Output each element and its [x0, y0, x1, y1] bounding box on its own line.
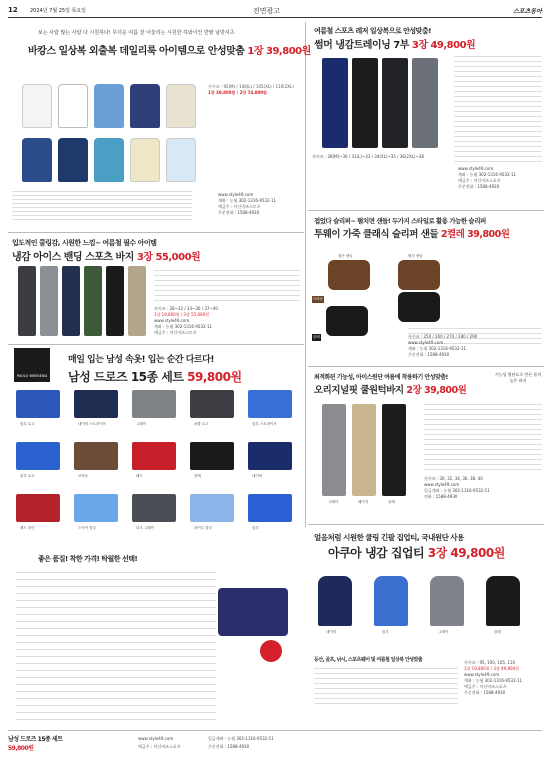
drawers-grid	[8, 390, 302, 550]
ad1-order: 주문전화 : 1588-4930	[218, 210, 260, 215]
shirt-product-image	[166, 84, 196, 128]
ad1-tagline: 보는 사람 많는 사람 다 시원하다! 무더운 여름 잘 어울리는 시원한 하와이안 반팔 남방셔츠	[38, 30, 235, 36]
ad6-title-main: 오리지널핏 쿨원턱바지	[314, 385, 404, 396]
pants-product-image	[84, 266, 102, 336]
drawers-color-label: 다크 그레이	[136, 526, 155, 530]
footer-price: 59,800원	[8, 745, 34, 752]
ad7-holder: 예금주 : 이신비즈스포츠	[464, 684, 507, 689]
ad7-account: 계좌 : 농협 302-1316-9532-11	[464, 678, 523, 683]
divider	[308, 210, 544, 211]
ad4-order: 주문전화 : 1588-4930	[408, 352, 450, 357]
ad5-title-main: 남성 드로즈 15종 세트	[68, 370, 184, 384]
drawers-product-image	[16, 442, 60, 470]
drawers-product-image	[248, 390, 292, 418]
shirt-product-image	[94, 84, 124, 128]
ad3-title-price: 3장 55,000원	[136, 252, 201, 263]
page-number: 12	[8, 6, 18, 14]
drawers-product-image	[190, 442, 234, 470]
ad7-body-text	[314, 664, 458, 708]
pants-product-image	[412, 58, 438, 148]
shirt-product-image	[58, 84, 88, 128]
pants-product-image	[40, 266, 58, 336]
ad1-title-price: 1장 39,800원	[247, 46, 311, 57]
ad3-contact	[154, 306, 300, 336]
paolo-weekend-logo: PAOLO WEEKEND	[14, 348, 50, 382]
ad6-body-text	[424, 400, 542, 472]
drawers-footer	[8, 734, 542, 754]
drawers-product-image	[190, 390, 234, 418]
drawers-product-image	[74, 442, 118, 470]
ad3-size: 사이즈 : 28~32 / 33~36 / 37~40	[154, 306, 218, 311]
footer-url: www.style49.com	[138, 736, 174, 741]
ad1-description	[208, 84, 300, 174]
zipup-color-label: 그레이	[438, 630, 449, 634]
zipup-color-label: 블루	[382, 630, 389, 634]
color-label: 그레이	[328, 500, 339, 504]
ad3-url: www.style49.com	[154, 318, 190, 323]
ad7-tagline: 얼음처럼 시원한 쿨링 긴팔 집업티, 국내원단 사용	[314, 533, 464, 542]
section-label: 전면광고	[253, 7, 281, 15]
drawers-color-label: 브라운	[78, 474, 89, 478]
divider	[8, 730, 542, 731]
footer-holder: 예금주 : 이신비즈스포츠	[138, 744, 181, 749]
ad-drawers-promo	[8, 552, 304, 728]
ad1-contact	[218, 192, 310, 216]
issue-date: 2024년 7월 25일 목요일	[30, 8, 87, 14]
divider	[308, 524, 544, 525]
drawers-product-image	[16, 390, 60, 418]
ad2-order: 주문전화 : 1588-4930	[458, 184, 500, 189]
ad4-size: 사이즈 : 250 / 260 / 270 / 280 / 290	[408, 334, 478, 339]
ad2-title-price: 3장 49,800원	[411, 40, 476, 51]
pants-product-image	[382, 404, 406, 496]
drawers-product-image	[16, 494, 60, 522]
ad7-contact	[464, 660, 544, 696]
shirt-product-image	[22, 138, 52, 182]
drawers-color-label: 네이비 스트라이프	[78, 422, 107, 426]
ad3-account: 계좌 : 농협 302-1316-9532-11	[154, 324, 213, 329]
ad2-title-main: 썸머 냉감트레이닝 7부	[314, 40, 409, 51]
ad1-account: 계좌 : 농협 302-1316-9532-11	[218, 198, 277, 203]
ad3-tagline: 입도적인 쿨링감, 시원한 느낌~ 여름철 필수 아이템	[12, 239, 157, 247]
ad1-price-line: 1장 39,800원 / 2장 74,800원	[208, 90, 267, 95]
ad-ice-pants	[8, 236, 302, 342]
ad2-tagline: 여름철 스포츠 레저 일상복으로 안성맞춤!	[314, 27, 431, 35]
ad6-account: 입금계좌 : 농협 302-1316-9532-11	[424, 488, 490, 493]
ad5-title	[68, 368, 242, 385]
price-badge-icon	[260, 640, 282, 662]
ad1-title	[28, 42, 311, 57]
drawers-product-image	[74, 494, 118, 522]
ad7-price-line: 1장 19,800원 / 3장 49,800원	[464, 666, 519, 671]
pants-product-image	[352, 404, 376, 496]
drawers-color-label: 그레이	[136, 422, 147, 426]
ad3-price-line: 1장 19,800원 / 3장 55,000원	[154, 312, 209, 317]
drawers-product-image	[132, 390, 176, 418]
drawers-model-image	[218, 588, 288, 636]
shirt-product-image	[22, 84, 52, 128]
ad1-size: 사이즈 : 95(M) / 100(L) / 105(XL) / 110(2XL)	[208, 84, 294, 89]
ad3-holder: 예금주 : 이신비즈스토츠	[154, 330, 197, 335]
ad-hawaiian-shirt	[8, 22, 311, 230]
sandal-label: 접은 샌들	[338, 254, 353, 258]
ad2-url: www.style49.com	[458, 166, 494, 171]
ad2-account: 계좌 : 농협 302-1316-9532-11	[458, 172, 517, 177]
ad7-order: 주문전화 : 1588-4930	[464, 690, 506, 695]
zipup-color-label: 네이비	[326, 630, 337, 634]
ad7-title-price: 3장 49,800원	[427, 546, 505, 560]
ad6-contact	[424, 476, 542, 500]
ad1-url: www.style49.com	[218, 192, 254, 197]
shirt-product-image	[58, 138, 88, 182]
ad-aqua-zipup	[308, 528, 544, 728]
ad7-url: www.style49.com	[464, 672, 500, 677]
ad4-url: www.style49.com	[408, 340, 444, 345]
column-divider	[305, 22, 306, 527]
ad4-account: 계좌 : 농협 302-1316-9532-11	[408, 346, 467, 351]
ad4-title-price: 2켤레 39,800원	[440, 229, 510, 240]
ad2-body-text	[454, 52, 542, 162]
zipup-product-image	[430, 576, 464, 626]
drawers-color-label: 챠콜 로고	[194, 422, 209, 426]
shirt-product-image	[130, 138, 160, 182]
ad-drawers-set	[8, 346, 302, 552]
drawers-product-image	[132, 442, 176, 470]
zipup-product-image	[318, 576, 352, 626]
ad-summer-training	[308, 22, 544, 208]
ad6-title	[314, 382, 466, 396]
zipup-color-label: 블랙	[494, 630, 501, 634]
zipup-grid	[308, 568, 544, 642]
drawers-product-image	[248, 494, 292, 522]
ad3-body-text	[154, 266, 300, 304]
ad1-holder: 예금주 : 이신비즈스토츠	[218, 204, 261, 209]
ad7-desc-title: 등산, 골프, 낚시, 스포츠웨어 및 여름철 일상복 안성맞춤	[314, 657, 423, 663]
footer-title: 남성 드로즈 15종 세트	[8, 736, 63, 743]
divider	[8, 232, 304, 233]
promo-title: 좋은 품질! 착한 가격! 탁월한 선택!	[38, 555, 138, 563]
sandal-product-image	[398, 260, 440, 290]
ad4-title	[314, 226, 509, 240]
pants-product-image	[322, 58, 348, 148]
page-header	[8, 4, 542, 18]
drawers-color-label: 레드 라인	[20, 526, 35, 530]
sandal-label: 브라운	[313, 297, 324, 301]
drawers-color-label: 블루 로고	[20, 422, 35, 426]
drawers-product-image	[132, 494, 176, 522]
pants-product-image	[352, 58, 378, 148]
ad6-url: www.style49.com	[424, 482, 460, 487]
sandal-product-image	[328, 260, 370, 290]
zipup-product-image	[374, 576, 408, 626]
sandal-product-image	[398, 292, 440, 322]
ad4-contact	[408, 334, 542, 358]
ad4-title-main: 투웨이 가죽 클래식 슬리퍼 샌들	[314, 229, 439, 240]
sandal-label: 펼친 샌들	[408, 254, 423, 258]
color-label: 베이지	[358, 500, 369, 504]
drawers-product-image	[248, 442, 292, 470]
ad6-title-price: 2장 39,800원	[406, 385, 467, 396]
drawers-color-label: 블루	[252, 526, 259, 530]
ad1-title-main: 바캉스 일상복 외출복 데일리룩 아이템으로 안성맞춤	[28, 46, 245, 57]
ad5-tagline: 매일 입는 남성 속옷! 입는 순간 다르다!	[68, 355, 214, 365]
sandal-product-image	[326, 306, 368, 336]
ad6-size: 사이즈 : 30, 32, 34, 36, 38, 40	[424, 476, 483, 481]
newspaper-logo: 스포츠동아	[513, 8, 542, 15]
divider	[8, 344, 304, 345]
ad7-size: 사이즈 : 95, 100, 105, 110	[464, 660, 516, 665]
pants-product-image	[18, 266, 36, 336]
footer-account: 입금계좌 : 농협 302-1316-9532-11	[208, 736, 274, 741]
pants-product-image	[62, 266, 80, 336]
ad3-title-main: 냉감 아이스 밴딩 스포츠 바지	[12, 252, 134, 263]
pants-product-image	[106, 266, 124, 336]
ad3-title	[12, 248, 200, 263]
drawers-color-label: 스카이 블루	[78, 526, 97, 530]
ad-cool-pants	[308, 370, 544, 522]
zipup-product-image	[486, 576, 520, 626]
drawers-color-label: 블루 로고	[20, 474, 35, 478]
drawers-color-label: 라이트 블루	[194, 526, 213, 530]
ad2-title	[314, 36, 475, 51]
drawers-color-label: 네이비	[252, 474, 263, 478]
ad-sandals	[308, 214, 544, 364]
ad6-order: 전화 : 1588-4930	[424, 494, 458, 499]
shirt-product-image	[166, 138, 196, 182]
ad1-body-text	[12, 188, 192, 222]
color-label: 블랙	[388, 500, 395, 504]
shirt-product-image	[130, 84, 160, 128]
sandal-label: 블랙	[313, 335, 320, 339]
drawers-color-label: 블루 스트라이프	[252, 422, 277, 426]
drawers-product-image	[74, 390, 118, 418]
ad6-badge: 기능성 원단으로 만든 품격 높은 바지	[494, 372, 542, 383]
ad2-size: 사이즈 : 28(M)~30 / 31(L)~33 / 34(XL)~35 / 36(2XL)~38	[312, 154, 424, 159]
ad7-title-main: 아쿠아 냉감 집업티	[328, 546, 425, 560]
drawers-color-label: 레드	[136, 474, 143, 478]
divider	[308, 366, 544, 367]
drawers-color-label: 블랙	[194, 474, 201, 478]
ad2-details	[312, 154, 452, 160]
footer-order: 주문전화 : 1588-4930	[208, 744, 250, 749]
ad2-holder: 예금주 : 이신비즈스포츠	[458, 178, 501, 183]
drawers-product-image	[190, 494, 234, 522]
pants-product-image	[128, 266, 146, 336]
ad2-contact	[458, 166, 544, 190]
pants-product-image	[382, 58, 408, 148]
ad6-tagline: 최적화된 기능성, 아이스원단 여름에 착용하기 안성맞춤!	[314, 374, 448, 381]
shirt-product-image	[94, 138, 124, 182]
ad4-tagline: 접었다 슬리퍼~ 펼치면 샌들! 두가지 스타일로 활용 가능한 슬리퍼	[314, 217, 486, 225]
ad5-title-price: 59,800원	[187, 370, 242, 384]
pants-product-image	[322, 404, 346, 496]
promo-body-text	[16, 566, 216, 724]
ad7-title	[328, 544, 505, 561]
